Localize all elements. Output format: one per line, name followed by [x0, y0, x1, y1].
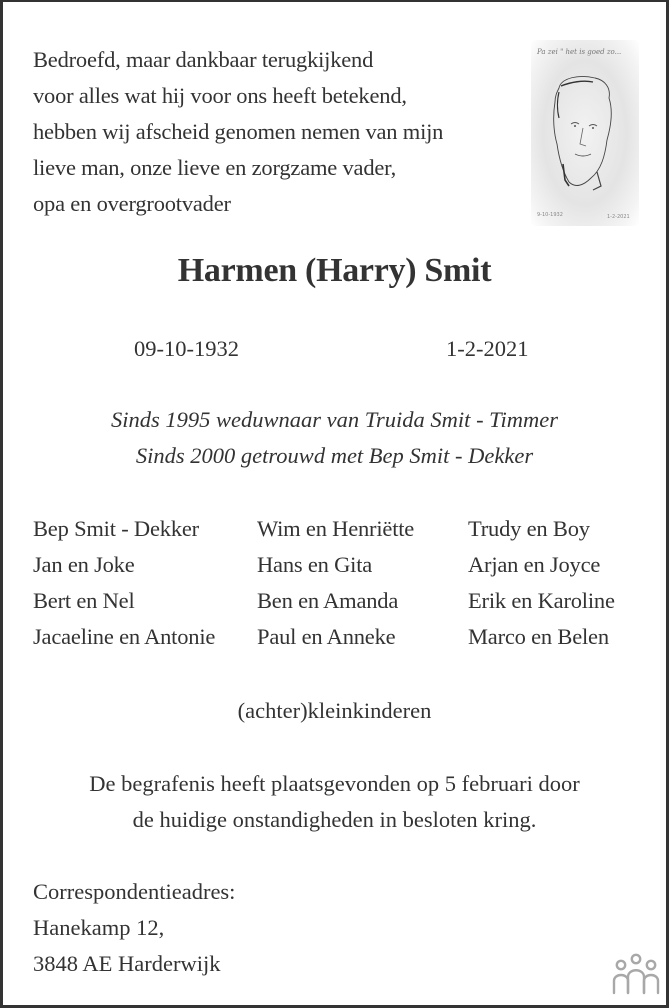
svg-text:9-10-1932: 9-10-1932	[537, 212, 563, 218]
svg-text:Pa zei " het is goed zo...: Pa zei " het is goed zo...	[537, 48, 622, 56]
family-row	[33, 511, 668, 547]
sketch-portrait-icon	[531, 40, 639, 226]
family-people-icon	[611, 953, 661, 995]
family-members-grid	[33, 511, 668, 655]
funeral-line: de huidige onstandigheden in besloten kring.	[132, 807, 537, 832]
relationship-line-married: Sinds 2000 getrouwd met Bep Smit - Dekker	[135, 443, 534, 468]
family-member: Wim en Henriëtte	[257, 516, 415, 541]
funeral-line: De begrafenis heeft plaatsgevonden op 5 februari door	[89, 771, 580, 796]
intro-line: voor alles wat hij voor ons heeft betekend,	[33, 83, 407, 108]
intro-line: lieve man, onze lieve en zorgzame vader,	[33, 155, 396, 180]
family-member: Hans en Gita	[257, 552, 373, 577]
family-row	[33, 583, 668, 619]
address-city: 3848 AE Harderwijk	[33, 951, 221, 976]
family-member: Marco en Belen	[468, 624, 609, 649]
family-member: Jan en Joke	[33, 552, 135, 577]
death-date: 1-2-2021	[446, 336, 529, 361]
intro-text	[33, 42, 443, 222]
portrait-sketch	[531, 40, 639, 226]
family-row	[33, 619, 668, 655]
correspondence-address	[33, 874, 235, 982]
intro-line: opa en overgrootvader	[33, 191, 231, 216]
grandchildren-line: (achter)kleinkinderen	[237, 698, 432, 723]
family-row	[33, 547, 668, 583]
family-member: Erik en Karoline	[468, 588, 615, 613]
intro-line: hebben wij afscheid genomen nemen van mijn	[33, 119, 444, 144]
relationship-line-widower: Sinds 1995 weduwnaar van Truida Smit - Timmer	[111, 407, 558, 432]
intro-line: Bedroefd, maar dankbaar terugkijkend	[33, 47, 374, 72]
family-member: Trudy en Boy	[468, 516, 590, 541]
family-member: Paul en Anneke	[257, 624, 396, 649]
family-member: Arjan en Joyce	[468, 552, 601, 577]
address-street: Hanekamp 12,	[33, 915, 165, 940]
birth-date: 09-10-1932	[134, 336, 239, 361]
svg-text:1-2-2021: 1-2-2021	[607, 214, 630, 220]
deceased-name: Harmen (Harry) Smit	[177, 252, 492, 289]
family-member: Bep Smit - Dekker	[33, 516, 199, 541]
family-member: Bert en Nel	[33, 588, 135, 613]
address-label: Correspondentieadres:	[33, 879, 236, 904]
family-member: Jacaeline en Antonie	[33, 624, 216, 649]
family-member: Ben en Amanda	[257, 588, 399, 613]
